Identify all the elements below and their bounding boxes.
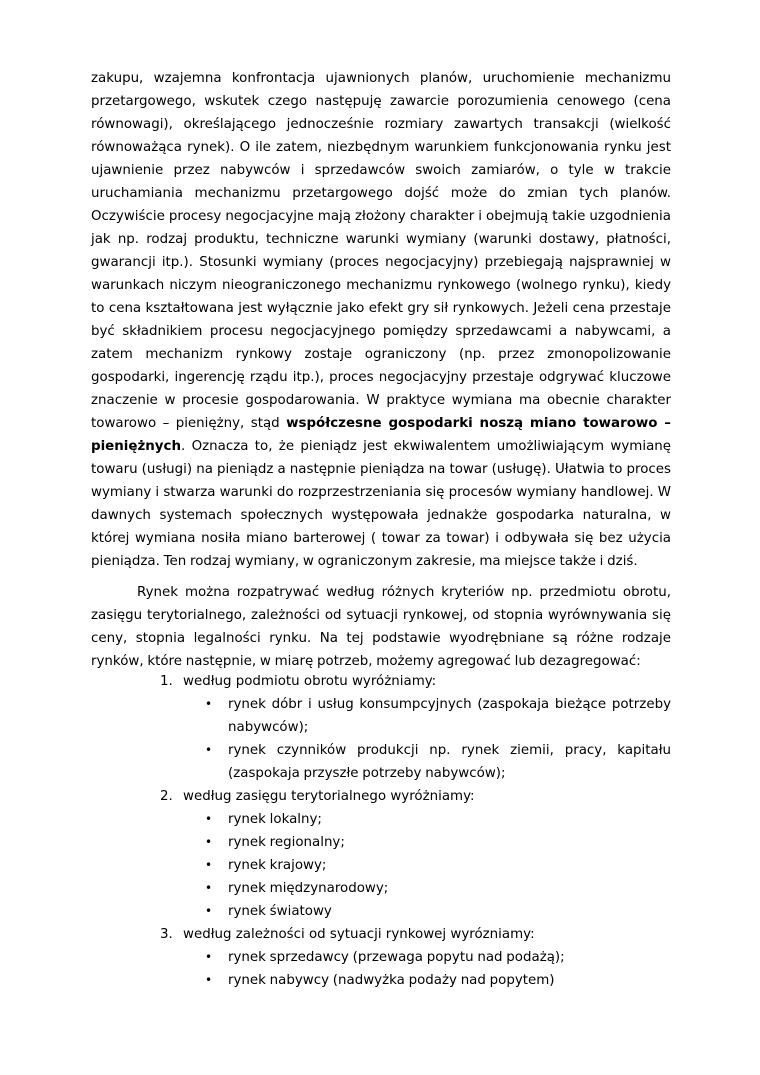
list-item-text: rynek lokalny; [228, 812, 322, 827]
list-label: według zależności od sytuacji rynkowej wyrózniamy: [183, 927, 535, 942]
bullet-icon: • [205, 904, 213, 918]
list-item-text: rynek dóbr i usług konsumpcyjnych (zaspokaja bieżące potrzeby nabywców); [228, 697, 671, 735]
bullet-icon: • [205, 812, 213, 826]
bold-phrase: współczesne gospodarki noszą miano towarowo – pieniężnych [91, 416, 672, 454]
list-item-text: rynek światowy [228, 904, 332, 919]
list-number: 2. [160, 789, 173, 804]
paragraph-text: zakupu, wzajemna konfrontacja ujawnionych planów, uruchomienie mechanizmu przetargowego, wskutek czego następuję zawarcie porozumienia cenowego (cena równowagi), określającego jednocześnie rozmiary zawartych transakcji (wielkość równoważąca rynek). O ile zatem, niezbędnym warunkiem funkcjonowania rynku jest ujawnienie przez nabywców i sprzedawców swoich zamiarów, o tyle w trakcie uruchamiania mechanizmu przetargowego dojść może do zmian tych planów. Oczywiście procesy negocjacyjne mają złożony charakter i obejmują takie uzgodnienia jak np. rodzaj produktu, techniczne warunki wymiany (warunki dostawy, płatności, gwarancji itp.). Stosunki wymiany (proces negocjacyjny) przebiegają najsprawniej w warunkach niczym nieograniczonego mechanizmu rynkowego (wolnego rynku), kiedy to cena kształtowana jest wyłącznie jako efekt gry sił rynkowych. Jeżeli cena przestaje być składnikiem procesu negocjacyjnego pomiędzy sprzedawcami a nabywcami, a zatem mechanizm rynkowy zostaje ograniczony (np. przez zmonopolizowanie gospodarki, ingerencję rządu itp.), proces negocjacyjny przestaje odgrywać kluczowe znaczenie w procesie gospodarowania. W praktyce wymiana ma obecnie charakter towarowo – pieniężny, stąd [91, 71, 671, 431]
paragraph-text: . Oznacza to, że pieniądz jest ekwiwalentem umożliwiającym wymianę towaru (usługi) na pieniądz a następnie pieniądza na towar (usługę). Ułatwia to proces wymiany i stwarza warunki do rozprzestrzeniania się procesów wymiany handlowej. W dawnych systemach społecznych występowała jednakże gospodarka naturalna, w której wymiana nosiła miano barterowej ( towar za towar) i odbywała się bez użycia pieniądza. Ten rodzaj wymiany, w ograniczonym zakresie, ma miejsce także i dziś. [91, 439, 671, 569]
list-label: według podmiotu obrotu wyróżniamy: [183, 674, 437, 689]
bullet-icon: • [205, 881, 213, 895]
list-item-criterion [91, 923, 671, 946]
paragraph-barter-exchange [91, 67, 671, 573]
bullet-icon: • [205, 743, 213, 757]
bullet-icon: • [205, 950, 213, 964]
list-number: 3. [160, 927, 173, 942]
bullet-icon: • [205, 858, 213, 872]
bullet-icon: • [205, 973, 213, 987]
list-number: 1. [160, 674, 173, 689]
list-label: według zasięgu terytorialnego wyróżniamy: [183, 789, 475, 804]
list-item-text: rynek sprzedawcy (przewaga popytu nad podażą); [228, 950, 565, 965]
list-item-text: rynek nabywcy (nadwyżka podaży nad popytem) [228, 973, 555, 988]
list-item-text: rynek krajowy; [228, 858, 327, 873]
list-item-text: rynek regionalny; [228, 835, 345, 850]
bullet-icon: • [205, 835, 213, 849]
list-item-criterion [91, 670, 671, 693]
bullet-icon: • [205, 697, 213, 711]
list-item-text: rynek międzynarodowy; [228, 881, 389, 896]
list-item-criterion [91, 785, 671, 808]
list-item-text: rynek czynników produkcji np. rynek ziemii, pracy, kapitału (zaspokaja przyszłe potrzeby nabywców); [228, 743, 671, 781]
paragraph-market-criteria: Rynek można rozpatrywać według różnych kryteriów np. przedmiotu obrotu, zasięgu terytorialnego, zależności od sytuacji rynkowej, od stopnia wyrównywania się ceny, stopnia legalności rynku. Na tej podstawie wyodrębniane są różne rodzaje rynków, które następnie, w miarę potrzeb, możemy agregować lub dezagregować: [91, 585, 671, 669]
